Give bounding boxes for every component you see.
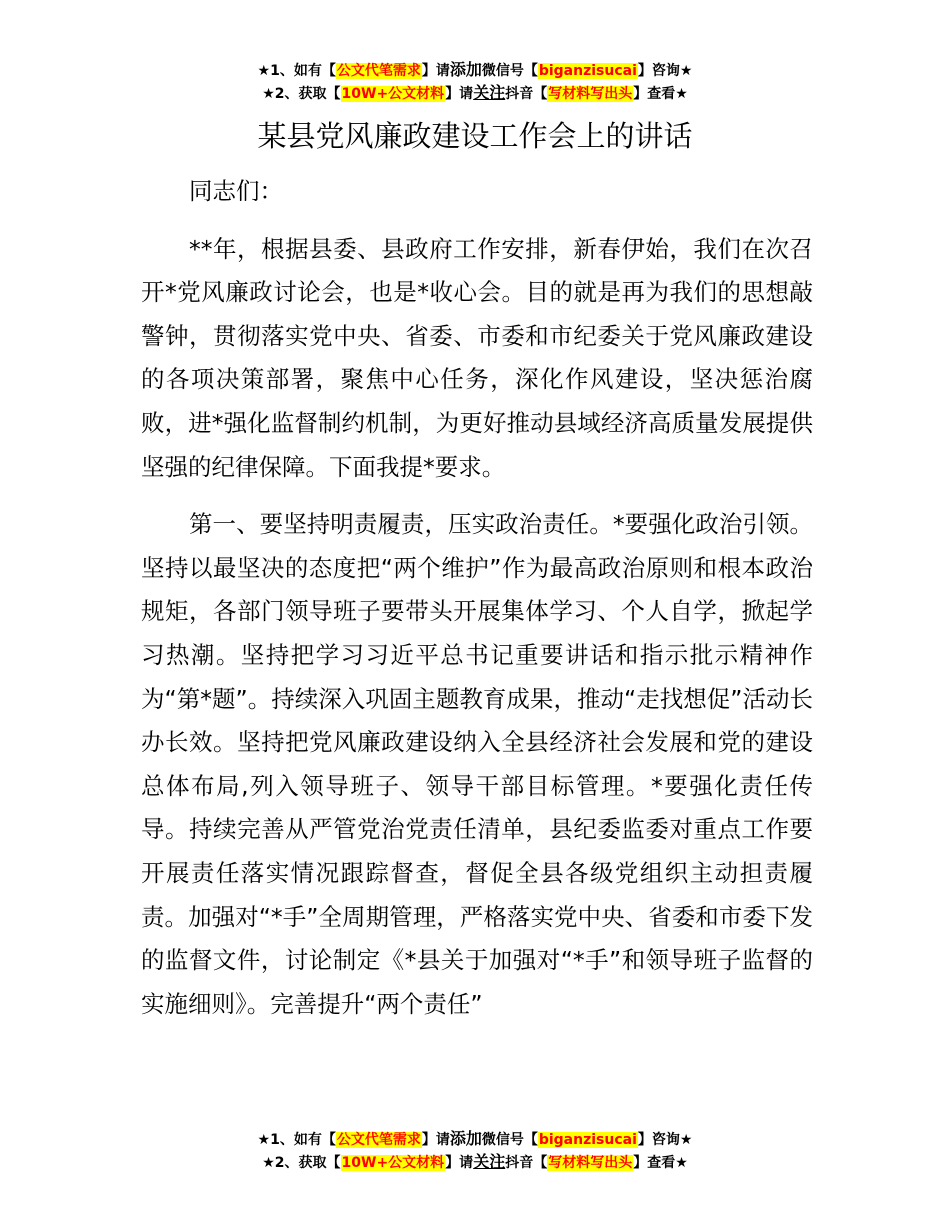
promo-line-1 — [0, 1128, 950, 1151]
promo-text: 】咨询★ — [637, 1132, 693, 1148]
promo-emphasis-underlined: 关注 — [473, 83, 506, 102]
promo-banner-top — [0, 59, 950, 105]
body-paragraph: 第一、要坚持明责履责，压实政治责任。*要强化政治引领。坚持以最坚决的态度把“两个维护”作为最高政治原则和根本政治规矩，各部门领导班子要带头开展集体学习、个人自学，掀起学习热潮。坚持把学习习近平总书记重要讲话和指示批示精神作为“第*题”。持续深入巩固主题教育成果，推动“走找想促”活动长办长效。坚持把党风廉政建设纳入全县经济社会发展和党的建设总体布局,列入领导班子、领导干部目标管理。*要强化责任传导。持续完善从严管党治党责任清单，县纪委监委对重点工作要开展责任落实情况跟踪督查，督促全县各级党组织主动担责履责。加强对“*手”全周期管理，严格落实党中央、省委和市委下发的监督文件，讨论制定《*县关于加强对“*手”和领导班子监督的实施细则》。完善提升“两个责任” — [141, 510, 813, 1018]
promo-emphasis: 添加 — [449, 1129, 482, 1148]
promo-highlight-douyin-id: 写材料写出头 — [548, 1155, 633, 1171]
promo-highlight-wechat-id: biganzisucai — [538, 63, 637, 79]
promo-text: 】请 — [421, 63, 450, 79]
promo-text: 】请 — [445, 86, 474, 102]
promo-text: 】请 — [445, 1155, 474, 1171]
promo-highlight: 公文代笔需求 — [336, 63, 421, 79]
promo-line-2 — [0, 82, 950, 105]
document-title: 某县党风廉政建设工作会上的讲话 — [257, 119, 693, 153]
promo-banner-bottom — [0, 1128, 950, 1174]
salutation: 同志们： — [189, 177, 283, 205]
promo-text: 】查看★ — [633, 1155, 688, 1171]
promo-text: 抖音【 — [505, 1155, 548, 1171]
promo-highlight: 10W+公文材料 — [341, 1155, 445, 1171]
promo-text: 微信号【 — [481, 63, 538, 79]
promo-text: ★1、如有【 — [257, 63, 336, 79]
promo-text: ★2、获取【 — [262, 1155, 341, 1171]
promo-highlight: 公文代笔需求 — [336, 1132, 421, 1148]
promo-text: 】咨询★ — [637, 63, 693, 79]
promo-text: 抖音【 — [505, 86, 548, 102]
promo-text: 】查看★ — [633, 86, 688, 102]
promo-text: 】请 — [421, 1132, 450, 1148]
document-body — [141, 170, 813, 1026]
promo-line-1 — [0, 59, 950, 82]
promo-line-2 — [0, 1151, 950, 1174]
promo-text: ★1、如有【 — [257, 1132, 336, 1148]
promo-highlight: 10W+公文材料 — [341, 86, 445, 102]
promo-text: 微信号【 — [481, 1132, 538, 1148]
promo-emphasis: 添加 — [449, 60, 482, 79]
promo-text: ★2、获取【 — [262, 86, 341, 102]
body-paragraph: **年，根据县委、县政府工作安排，新春伊始，我们在次召开*党风廉政讨论会，也是*收心会。目的就是再为我们的思想敲警钟，贯彻落实党中央、省委、市委和市纪委关于党风廉政建设的各项决策部署，聚焦中心任务，深化作风建设，坚决惩治腐败，进*强化监督制约机制，为更好推动县域经济高质量发展提供坚强的纪律保障。下面我提*要求。 — [141, 234, 813, 481]
promo-emphasis-underlined: 关注 — [473, 1152, 506, 1171]
promo-highlight-wechat-id: biganzisucai — [538, 1132, 637, 1148]
promo-highlight-douyin-id: 写材料写出头 — [548, 86, 633, 102]
